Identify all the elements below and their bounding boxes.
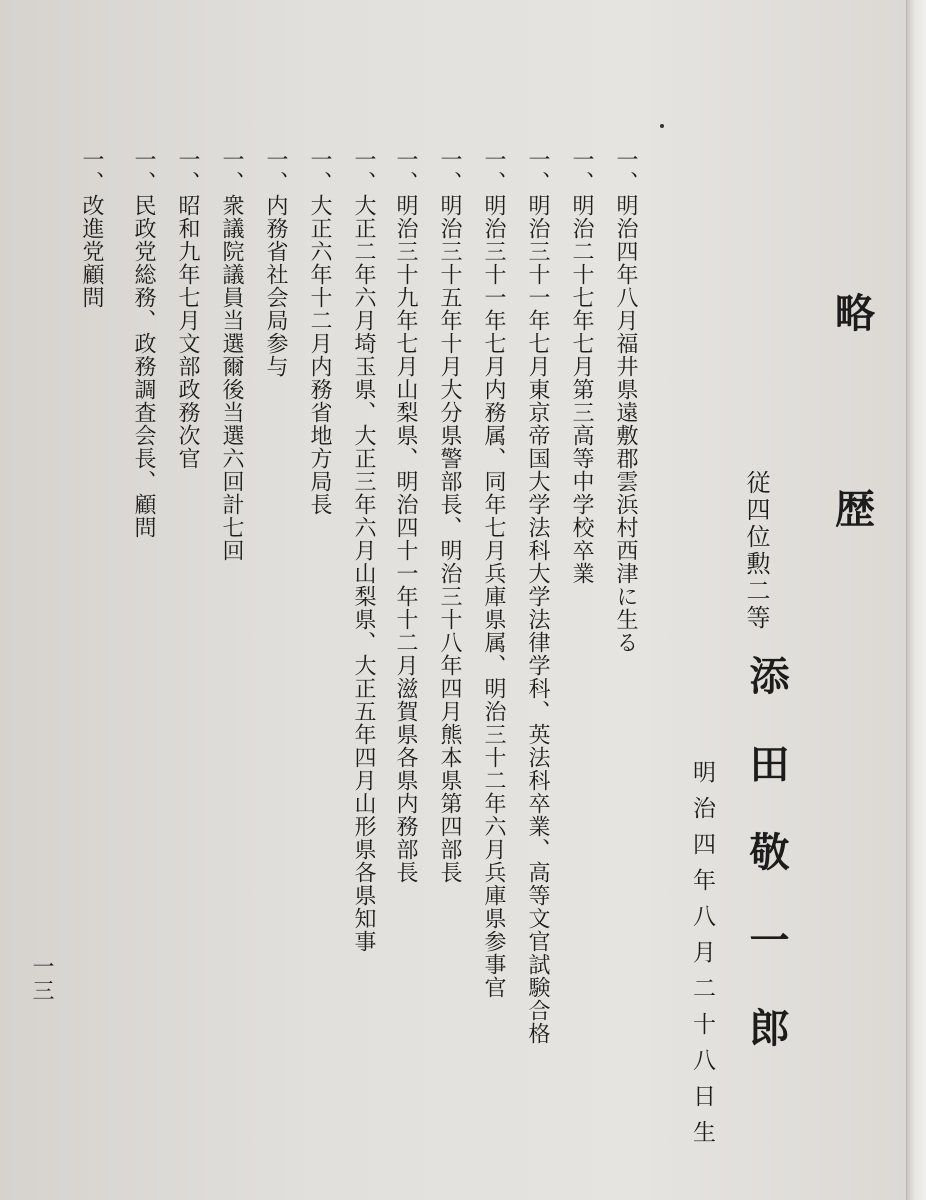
career-entry-1: 一、明治四年八月福井県遠敷郡雲浜村西津に生る [613,148,638,654]
career-entry-8: 一、大正六年十二月内務省地方局長 [307,148,332,516]
career-entry-9: 一、内務省社会局参与 [263,148,288,378]
career-entry-2: 一、明治二十七年七月第三高等中学校卒業 [569,148,594,585]
person-name: 添田敬一郎 [743,655,790,1095]
career-entry-3: 一、明治三十一年七月東京帝国大学法科大学法律学科、英法科卒業、高等文官試験合格 [525,148,550,1045]
career-entry-11: 一、昭和九年七月文部政務次官 [175,148,200,470]
career-entry-13: 一、改進党顧問 [79,148,104,309]
career-entry-10: 一、衆議院議員当選爾後当選六回計七回 [219,148,244,562]
career-entry-7: 一、大正二年六月埼玉県、大正三年六月山梨県、大正五年四月山形県各県知事 [351,148,376,953]
heading-char-1: 略 [835,290,875,337]
birth-date: 明治四年八月二十八日生 [689,760,715,1156]
career-entry-12: 一、民政党総務、政務調査会長、顧問 [131,148,156,539]
person-rank: 従四位勲二等 [742,470,770,632]
page-edge [906,0,926,1200]
heading-char-2: 歴 [835,486,875,533]
page-number: 一三 [29,955,54,1003]
career-entry-5: 一、明治三十五年十月大分県警部長、明治三十八年四月熊本県第四部長 [437,148,462,884]
career-entry-4: 一、明治三十一年七月内務属、同年七月兵庫県属、明治三十二年六月兵庫県参事官 [481,148,506,999]
career-entry-6: 一、明治三十九年七月山梨県、明治四十一年十二月滋賀県各県内務部長 [393,148,418,884]
ink-speck [660,124,664,128]
